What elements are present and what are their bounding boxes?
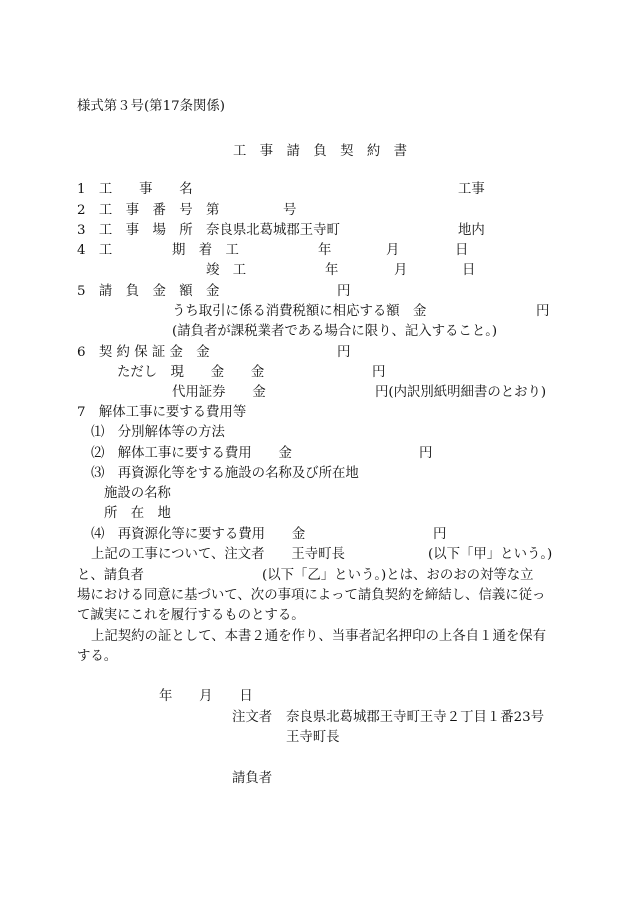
item7-sub2: ⑵ 解体工事に要する費用 金 [91,446,292,461]
body-p1-line2a: と、請負者 [77,568,144,583]
item7-sub2-yen: 円 [419,446,433,461]
item6-cash-label: ただし 現 金 金 [117,365,265,380]
item5-label: 5 請 負 金 額 金 [77,284,220,299]
body-p1-line1b: (以下「甲」という。) [428,547,553,562]
orderer-name: 王寺町長 [286,730,340,745]
item4-start-year: 年 [318,243,332,258]
contractor-label: 請負者 [232,771,273,786]
item6-label: 6 契 約 保 証 金 金 [77,345,210,360]
body-p1-line4: て誠実にこれを履行するものとする。 [77,608,305,623]
body-p2-line1: 上記契約の証として、本書２通を作り、当事者記名押印の上各自１通を保有 [91,629,547,644]
item4-start-label: 期 着 工 [172,243,239,258]
item4-start-month: 月 [386,243,400,258]
orderer-address: 奈良県北葛城郡王寺町王寺２丁目１番23号 [286,710,545,725]
item5-note: (請負者が課税業者である場合に限り、記入すること。) [172,324,498,339]
item3-suffix: 地内 [458,223,485,238]
item7-sub3: ⑶ 再資源化等をする施設の名称及び所在地 [91,466,359,481]
item6-cash-yen: 円 [372,365,386,380]
item6-cert-label: 代用証券 金 [172,385,266,400]
item1-suffix: 工事 [458,182,485,197]
body-p1-line2b: (以下「乙」という。)とは、おのおの対等な立 [262,568,534,583]
item7-sub4: ⑷ 再資源化等に要する費用 金 [91,527,306,542]
item7-sub1: ⑴ 分別解体等の方法 [91,425,225,440]
item2-suffix: 号 [283,203,297,218]
body-p1-line3: 場における同意に基づいて、次の事項によって請負契約を締結し、信義に従っ [77,588,546,603]
body-p2-line2: する。 [77,649,118,664]
item6-cert-yen: 円(内訳別紙明細書のとおり) [375,385,547,400]
item7-facility-name: 施設の名称 [104,486,171,501]
document-title: 工 事 請 負 契 約 書 [233,144,408,159]
body-p1-line1a: 上記の工事について、注文者 王寺町長 [91,547,345,562]
item7-facility-addr: 所 在 地 [104,506,171,521]
orderer-label: 注文者 [232,710,273,725]
item4-end-day: 日 [462,263,476,278]
item7-sub4-yen: 円 [433,527,447,542]
item4-end-label: 竣 工 [206,263,247,278]
item5-yen: 円 [337,284,351,299]
item4-start-day: 日 [455,243,469,258]
item3-label: 3 工 事 場 所 奈良県北葛城郡王寺町 [77,223,340,238]
item2-label: 2 工 事 番 号 第 [77,203,220,218]
item5-tax-yen: 円 [536,304,550,319]
item5-tax-line: うち取引に係る消費税額に相応する額 金 [172,304,427,319]
signature-date: 年 月 日 [159,689,253,704]
form-label: 様式第３号(第17条関係) [77,99,226,114]
item1-label: 1 工 事 名 [77,182,193,197]
item4-end-month: 月 [394,263,408,278]
item4-label: 4 工 [77,243,113,258]
item7-label: 7 解体工事に要する費用等 [77,405,247,420]
item6-yen: 円 [337,345,351,360]
item4-end-year: 年 [325,263,339,278]
